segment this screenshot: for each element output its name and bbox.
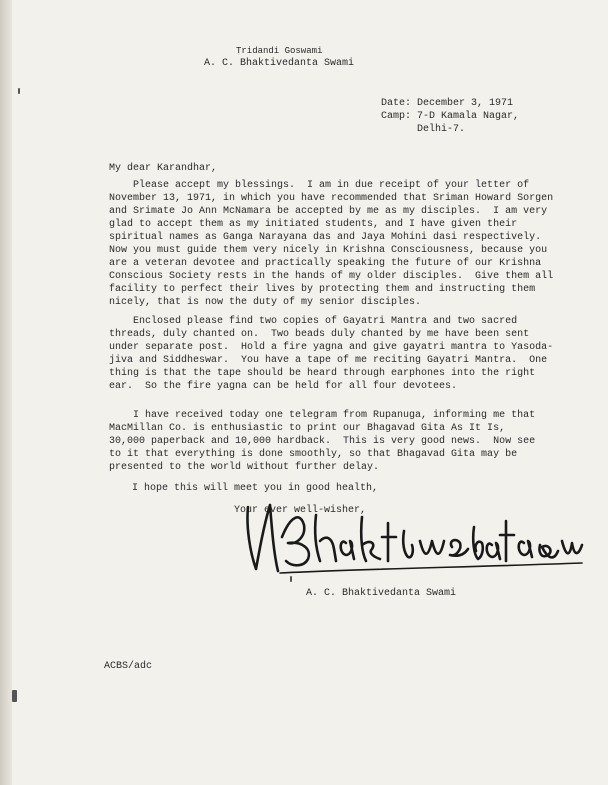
text-line: spiritual names as Ganga Narayana das and Jaya Mohini dasi respectively. [109,232,542,243]
text-line: 30,000 paperback and 10,000 hardback. This is very good news. Now see [109,436,536,447]
text-line: Please accept my blessings. I am in due receipt of your letter of [109,180,530,191]
text-line: Now you must guide them very nicely in Krishna Consciousness, because you [109,245,548,256]
closing [132,483,379,527]
date-block [381,98,520,153]
camp-city-line: Delhi-7. [381,124,466,135]
closing-line: I hope this will meet you in good health, [132,483,379,494]
letterhead-title: Tridandi Goswami [236,46,323,56]
text-line: November 13, 1971, in which you have recommended that Sriman Howard Sorgen [109,193,554,204]
text-line: facility to perfect their lives by protecting them and instructing them [109,284,536,295]
text-line: nicely, that is now the duty of my senior disciples. [109,297,422,308]
text-line: Conscious Society rests in the hands of my older disciples. Give them all [109,271,554,282]
text-line: glad to accept them as my initiated students, and I have given their [109,219,518,230]
letterhead-name: A. C. Bhaktivedanta Swami [204,58,355,69]
text-line: under separate post. Hold a fire yagna and give gayatri mantra to Yasoda- [109,342,554,353]
punch-mark [18,88,20,94]
punch-mark [12,690,17,702]
closing-line: Your ever well-wisher, [132,505,367,516]
page-edge-shadow [0,0,12,785]
text-line: I have received today one telegram from Rupanuga, informing me that [109,410,536,421]
text-line: Enclosed please find two copies of Gayatri Mantra and two sacred [109,316,518,327]
typed-signature: A. C. Bhaktivedanta Swami [306,588,457,599]
camp-line: Camp: 7-D Kamala Nagar, [381,111,520,122]
text-line: jiva and Siddheswar. You have a tape of me reciting Gayatri Mantra. One [109,355,548,366]
text-line: thing is that the tape should be heard through earphones into the right [109,368,536,379]
date-line: Date: December 3, 1971 [381,98,514,109]
text-line: and Srimate Jo Ann McNamara be accepted by me as my disciples. I am very [109,206,548,217]
ink-tick [290,576,292,582]
text-line: MacMillan Co. is enthusiastic to print our Bhagavad Gita As It Is, [109,423,506,434]
text-line: threads, duly chanted on. Two beads duly chanted by me have been sent [109,329,530,340]
handwritten-signature [242,497,587,577]
salutation: My dear Karandhar, [109,163,218,174]
reference-initials: ACBS/adc [104,661,153,672]
text-line: to it that everything is done smoothly, so that Bhagavad Gita may be [109,449,518,460]
text-line: ear. So the fire yagna can be held for all four devotees. [109,381,458,392]
text-line: are a veteran devotee and practically speaking the future of our Krishna [109,258,542,269]
text-line: presented to the world without further delay. [109,462,380,473]
